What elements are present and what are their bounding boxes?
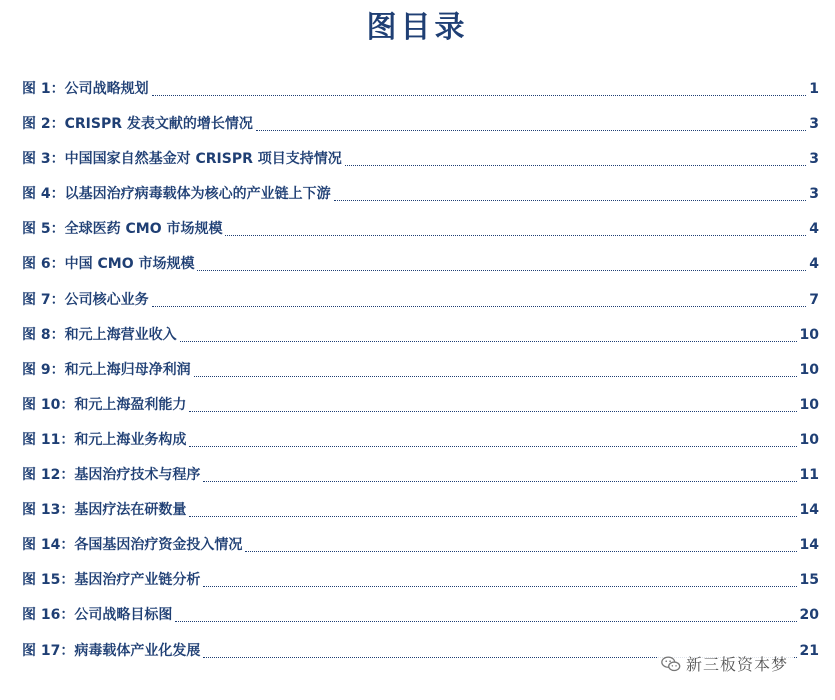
toc-dot-leader xyxy=(152,289,807,307)
toc-dot-leader xyxy=(197,253,806,271)
toc-entry-page: 4 xyxy=(809,256,819,273)
toc-entry-page: 21 xyxy=(799,642,819,659)
toc-entry-label: 图 1：公司战略规划 xyxy=(22,81,149,97)
toc-entry[interactable] xyxy=(22,604,819,639)
toc-dot-leader xyxy=(175,604,796,622)
toc-entry[interactable] xyxy=(22,534,819,569)
toc-entry-label: 图 2：CRISPR 发表文献的增长情况 xyxy=(22,116,253,133)
wechat-watermark xyxy=(658,650,794,677)
toc-entry-label: 图 5：全球医药 CMO 市场规模 xyxy=(22,221,223,238)
toc-entry-label: 图 12：基因治疗技术与程序 xyxy=(22,467,201,484)
toc-entry-label: 图 13：基因疗法在研数量 xyxy=(22,502,187,519)
toc-entry[interactable] xyxy=(22,324,819,359)
toc-entry-page: 3 xyxy=(809,116,819,133)
toc-entry-page: 1 xyxy=(809,81,819,97)
toc-entry-label: 图 17：病毒载体产业化发展 xyxy=(22,642,201,659)
toc-entry-page: 10 xyxy=(799,431,819,448)
toc-entry[interactable] xyxy=(22,569,819,604)
toc-entry[interactable] xyxy=(22,464,819,499)
toc-entry-page: 10 xyxy=(799,361,819,378)
toc-entry-page: 14 xyxy=(799,537,819,554)
toc-entry-label: 图 16：公司战略目标图 xyxy=(22,607,173,624)
toc-entry[interactable] xyxy=(22,78,819,113)
toc-entry[interactable] xyxy=(22,183,819,218)
toc-entry-page: 4 xyxy=(809,221,819,238)
toc-dot-leader xyxy=(225,218,806,236)
figure-table-of-contents xyxy=(22,78,819,675)
toc-dot-leader xyxy=(189,499,796,517)
toc-dot-leader xyxy=(334,183,807,201)
toc-dot-leader xyxy=(256,113,806,131)
wechat-icon xyxy=(660,653,682,675)
toc-dot-leader xyxy=(189,429,796,447)
toc-dot-leader xyxy=(194,359,797,377)
toc-entry-label: 图 6：中国 CMO 市场规模 xyxy=(22,256,195,273)
toc-entry-label: 图 10：和元上海盈利能力 xyxy=(22,396,187,413)
toc-entry-label: 图 9：和元上海归母净利润 xyxy=(22,361,191,378)
toc-entry[interactable] xyxy=(22,429,819,464)
toc-entry-page: 11 xyxy=(799,467,819,484)
toc-entry-label: 图 4：以基因治疗病毒载体为核心的产业链上下游 xyxy=(22,186,331,203)
toc-dot-leader xyxy=(180,324,797,342)
toc-entry-page: 20 xyxy=(799,607,819,624)
toc-entry-page: 10 xyxy=(799,326,819,343)
toc-dot-leader xyxy=(345,148,807,166)
watermark-text: 新三板资本梦 xyxy=(686,655,789,674)
toc-entry[interactable] xyxy=(22,113,819,148)
toc-dot-leader xyxy=(203,569,796,587)
toc-dot-leader xyxy=(189,394,796,412)
toc-entry-page: 15 xyxy=(799,572,819,589)
toc-entry-page: 3 xyxy=(809,186,819,203)
toc-entry-label: 图 8：和元上海营业收入 xyxy=(22,326,177,343)
toc-dot-leader xyxy=(203,464,796,482)
toc-entry-label: 图 15：基因治疗产业链分析 xyxy=(22,572,201,589)
toc-entry[interactable] xyxy=(22,394,819,429)
toc-entry[interactable] xyxy=(22,148,819,183)
toc-entry-label: 图 7：公司核心业务 xyxy=(22,291,149,308)
toc-entry[interactable] xyxy=(22,499,819,534)
toc-entry[interactable] xyxy=(22,359,819,394)
toc-entry-page: 3 xyxy=(809,151,819,168)
toc-entry[interactable] xyxy=(22,253,819,288)
toc-entry[interactable] xyxy=(22,289,819,324)
toc-entry-page: 14 xyxy=(799,502,819,519)
toc-dot-leader xyxy=(152,78,807,96)
toc-entry[interactable] xyxy=(22,218,819,253)
page-title: 图目录 xyxy=(366,10,469,45)
toc-dot-leader xyxy=(245,534,796,552)
toc-entry-label: 图 11：和元上海业务构成 xyxy=(22,431,187,448)
toc-entry-page: 7 xyxy=(809,291,819,308)
toc-entry-label: 图 3：中国国家自然基金对 CRISPR 项目支持情况 xyxy=(22,151,342,168)
toc-entry-page: 10 xyxy=(799,396,819,413)
toc-entry-label: 图 14：各国基因治疗资金投入情况 xyxy=(22,537,243,554)
